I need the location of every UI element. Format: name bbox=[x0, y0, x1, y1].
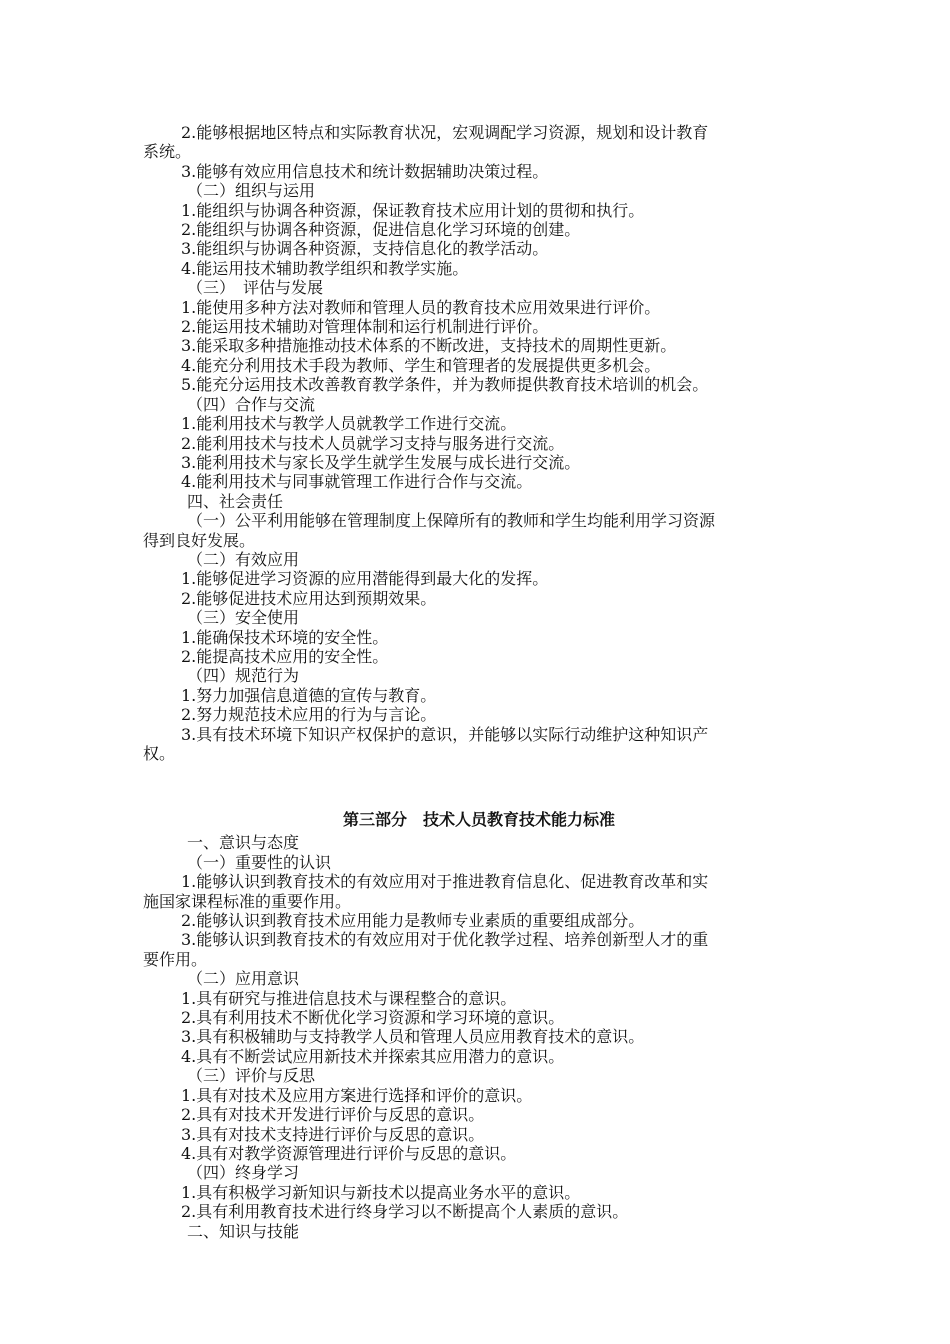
text-line: 二、知识与技能 bbox=[187, 1221, 300, 1241]
text-line: （一）公平利用能够在管理制度上保障所有的教师和学生均能利用学习资源 bbox=[187, 511, 716, 531]
text-line: 4.能利用技术与同事就管理工作进行合作与交流。 bbox=[181, 472, 533, 492]
text-line: 3.能够有效应用信息技术和统计数据辅助决策过程。 bbox=[181, 161, 549, 181]
text-line: 3.能采取多种措施推动技术体系的不断改进，支持技术的周期性更新。 bbox=[181, 336, 677, 356]
text-line: 3.能利用技术与家长及学生就学生发展与成长进行交流。 bbox=[181, 452, 581, 472]
text-line: （二）有效应用 bbox=[187, 549, 300, 569]
text-line: （三）安全使用 bbox=[187, 608, 300, 628]
text-line: 5.能充分运用技术改善教育教学条件，并为教师提供教育技术培训的机会。 bbox=[181, 375, 709, 395]
text-line: 3.具有对技术支持进行评价与反思的意识。 bbox=[181, 1124, 485, 1144]
text-line: 4.具有对教学资源管理进行评价与反思的意识。 bbox=[181, 1143, 517, 1163]
section-spacer bbox=[143, 763, 815, 809]
text-line: 2.能组织与协调各种资源，促进信息化学习环境的创建。 bbox=[181, 220, 581, 240]
text-line: 权。 bbox=[143, 744, 176, 763]
text-line: 2.努力规范技术应用的行为与言论。 bbox=[181, 705, 437, 725]
text-line: 1.努力加强信息道德的宣传与教育。 bbox=[181, 685, 437, 705]
text-line: 1.能够促进学习资源的应用潜能得到最大化的发挥。 bbox=[181, 569, 549, 589]
text-line: 3.具有技术环境下知识产权保护的意识，并能够以实际行动维护这种知识产 bbox=[181, 724, 709, 744]
text-line: 1.能够认识到教育技术的有效应用对于推进教育信息化、促进教育改革和实 bbox=[181, 872, 709, 892]
text-line: 2.能够认识到教育技术应用能力是教师专业素质的重要组成部分。 bbox=[181, 911, 645, 931]
text-line: 1.具有积极学习新知识与新技术以提高业务水平的意识。 bbox=[181, 1182, 581, 1202]
text-line: 2.具有利用教育技术进行终身学习以不断提高个人素质的意识。 bbox=[181, 1202, 629, 1222]
text-line: 4.能运用技术辅助教学组织和教学实施。 bbox=[181, 258, 469, 278]
text-line: （二）应用意识 bbox=[187, 969, 300, 989]
text-line: （四）规范行为 bbox=[187, 666, 300, 686]
text-line: （一）重要性的认识 bbox=[187, 852, 332, 872]
text-line: 1.能使用多种方法对教师和管理人员的教育技术应用效果进行评价。 bbox=[181, 297, 661, 317]
text-line: 系统。 bbox=[143, 142, 192, 162]
section-three-title: 第三部分 技术人员教育技术能力标准 bbox=[342, 810, 615, 830]
text-line: 2.能提高技术应用的安全性。 bbox=[181, 646, 389, 666]
text-line: （四）合作与交流 bbox=[187, 394, 316, 414]
text-line: 3.能组织与协调各种资源，支持信息化的教学活动。 bbox=[181, 239, 549, 259]
text-line: （四）终身学习 bbox=[187, 1163, 300, 1183]
text-line: 四、社会责任 bbox=[187, 491, 284, 511]
text-line: 施国家课程标准的重要作用。 bbox=[143, 891, 352, 911]
text-line: 2.能够促进技术应用达到预期效果。 bbox=[181, 588, 437, 608]
text-line: 1.能确保技术环境的安全性。 bbox=[181, 627, 389, 647]
text-line: 要作用。 bbox=[143, 949, 208, 969]
text-line: 1.具有研究与推进信息技术与课程整合的意识。 bbox=[181, 988, 517, 1008]
text-line: 得到良好发展。 bbox=[143, 530, 256, 550]
text-line: 4.具有不断尝试应用新技术并探索其应用潜力的意识。 bbox=[181, 1046, 565, 1066]
text-line: 2.能运用技术辅助对管理体制和运行机制进行评价。 bbox=[181, 317, 549, 337]
text-line: 2.能利用技术与技术人员就学习支持与服务进行交流。 bbox=[181, 433, 565, 453]
part-two-continuation bbox=[143, 123, 815, 763]
text-line: 2.能够根据地区特点和实际教育状况，宏观调配学习资源，规划和设计教育 bbox=[181, 123, 709, 142]
text-line: 4.能充分利用技术手段为教师、学生和管理者的发展提供更多机会。 bbox=[181, 355, 661, 375]
text-line: 2.具有利用技术不断优化学习资源和学习环境的意识。 bbox=[181, 1008, 565, 1028]
text-line: 1.能组织与协调各种资源，保证教育技术应用计划的贯彻和执行。 bbox=[181, 200, 645, 220]
text-line: （二）组织与运用 bbox=[187, 181, 316, 201]
text-line: 1.能利用技术与教学人员就教学工作进行交流。 bbox=[181, 414, 517, 434]
text-line: 2.具有对技术开发进行评价与反思的意识。 bbox=[181, 1105, 485, 1125]
part-three-content bbox=[143, 833, 815, 1241]
document-body bbox=[143, 123, 815, 1241]
text-line: 一、意识与态度 bbox=[187, 833, 300, 853]
text-line: （三）评价与反思 bbox=[187, 1066, 316, 1086]
text-line: 1.具有对技术及应用方案进行选择和评价的意识。 bbox=[181, 1085, 533, 1105]
text-line: （三） 评估与发展 bbox=[187, 278, 324, 298]
text-line: 3.具有积极辅助与支持教学人员和管理人员应用教育技术的意识。 bbox=[181, 1027, 645, 1047]
text-line: 3.能够认识到教育技术的有效应用对于优化教学过程、培养创新型人才的重 bbox=[181, 930, 709, 950]
